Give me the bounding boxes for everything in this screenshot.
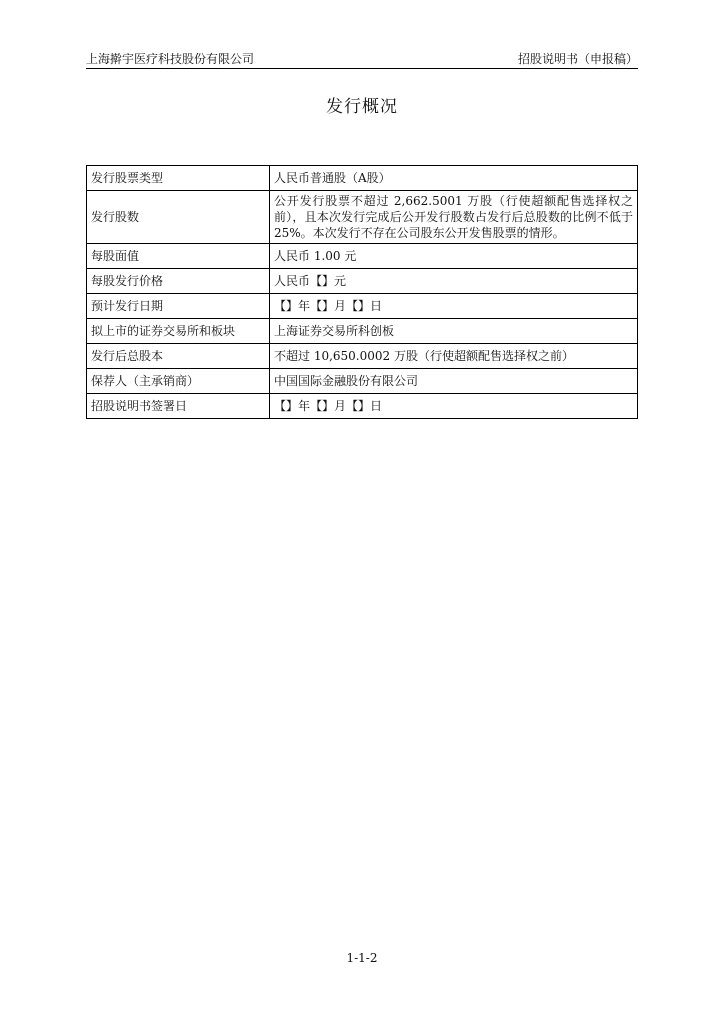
- row-label: 发行后总股本: [87, 344, 270, 369]
- table-row: [87, 319, 638, 344]
- page-header: [86, 50, 638, 68]
- page-number: 1-1-2: [346, 951, 378, 965]
- row-label: 招股说明书签署日: [87, 394, 270, 419]
- row-label: 预计发行日期: [87, 294, 270, 319]
- row-value: 人民币 1.00 元: [270, 244, 638, 269]
- row-value: 【】年【】月【】日: [270, 294, 638, 319]
- row-label: 发行股票类型: [87, 166, 270, 191]
- header-divider: [86, 68, 638, 69]
- row-value: 公开发行股票不超过 2,662.5001 万股（行使超额配售选择权之前），且本次发行完成后公开发行股数占发行后总股数的比例不低于25%。本次发行不存在公司股东公开发售股票的情形。: [270, 191, 638, 244]
- row-label: 每股面值: [87, 244, 270, 269]
- offering-overview-table: [86, 165, 638, 419]
- document-type: 招股说明书（申报稿）: [517, 52, 638, 66]
- row-value: 不超过 10,650.0002 万股（行使超额配售选择权之前）: [270, 344, 638, 369]
- row-value: 人民币【】元: [270, 269, 638, 294]
- row-value: 上海证券交易所科创板: [270, 319, 638, 344]
- row-value: 【】年【】月【】日: [270, 394, 638, 419]
- table-row: [87, 166, 638, 191]
- table-row: [87, 294, 638, 319]
- table-row: [87, 369, 638, 394]
- row-value: 人民币普通股（A股）: [270, 166, 638, 191]
- company-name: 上海擀宇医疗科技股份有限公司: [86, 52, 255, 66]
- row-label: 发行股数: [87, 191, 270, 244]
- page-title: 发行概况: [326, 97, 398, 117]
- row-label: 拟上市的证券交易所和板块: [87, 319, 270, 344]
- table-row: [87, 191, 638, 244]
- table-row: [87, 344, 638, 369]
- row-value: 中国国际金融股份有限公司: [270, 369, 638, 394]
- row-label: 保荐人（主承销商）: [87, 369, 270, 394]
- table-row: [87, 269, 638, 294]
- table-row: [87, 394, 638, 419]
- table-row: [87, 244, 638, 269]
- row-label: 每股发行价格: [87, 269, 270, 294]
